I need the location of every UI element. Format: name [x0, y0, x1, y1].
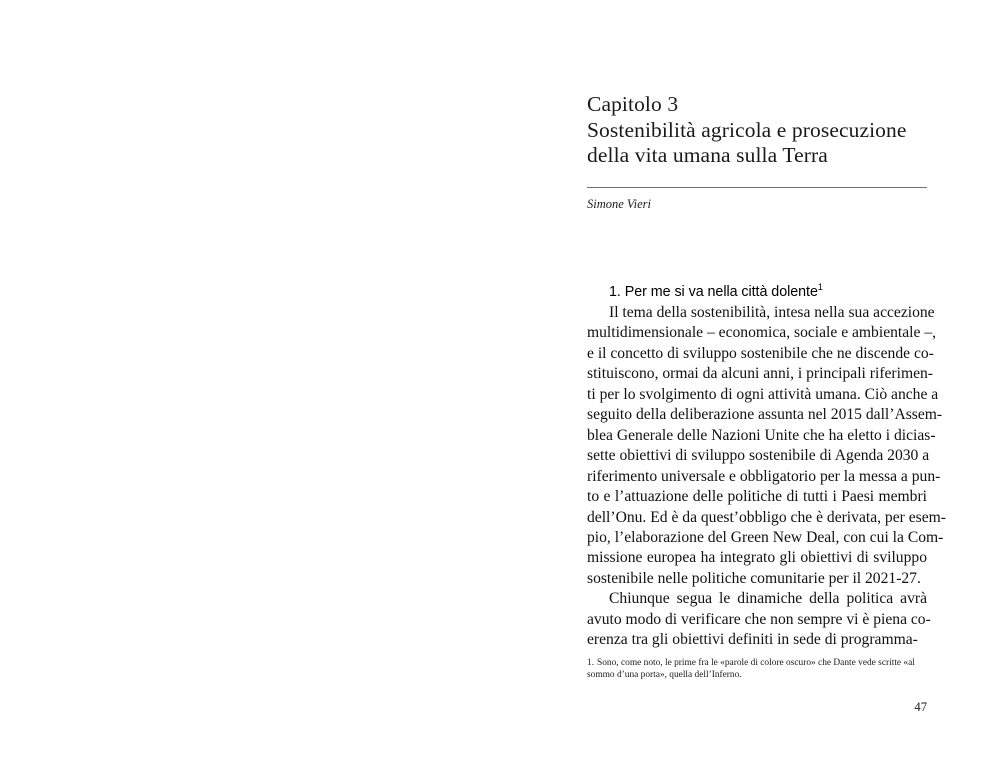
text-line: to e l’attuazione delle politiche di tutti i Paesi membri — [587, 488, 927, 506]
section-heading-text: 1. Per me si va nella città dolente — [609, 284, 818, 300]
text-line: multidimensionale – economica, sociale e ambientale –, — [587, 324, 937, 342]
footnote — [587, 657, 927, 682]
chapter-title-line-2: della vita umana sulla Terra — [587, 143, 828, 167]
author-name: Simone Vieri — [587, 197, 651, 211]
text-block — [587, 0, 946, 768]
section-heading — [587, 283, 927, 301]
paragraph-2 — [587, 589, 931, 650]
text-line: blea Generale delle Nazioni Unite che ha eletto i dicias- — [587, 426, 936, 444]
text-line: e il concetto di sviluppo sostenibile che ne discende co- — [587, 344, 934, 362]
body-text-area — [587, 303, 946, 651]
text-line: stituiscono, ormai da alcuni anni, i principali riferimen- — [587, 365, 933, 383]
text-line: erenza tra gli obiettivi definiti in sede di programma- — [587, 631, 918, 649]
footnote-number: 1. — [587, 658, 595, 668]
text-line: riferimento universale e obbligatorio per la messa a pun- — [587, 467, 941, 485]
footnote-text: Sono, come noto, le prime fra le «parole di colore oscuro» che Dante vede scritte «al sommo d’una porta», quella dell’Inferno. — [587, 658, 915, 681]
text-line: dell’Onu. Ed è da quest’obbligo che è derivata, per esem- — [587, 508, 946, 526]
heading-divider-rule — [587, 187, 927, 188]
recto-page — [500, 0, 1000, 768]
chapter-title-line-1: Sostenibilità agricola e prosecuzione — [587, 117, 907, 142]
text-line: Il tema della sostenibilità, intesa nella sua accezione — [609, 304, 935, 321]
text-line: avuto modo di verificare che non sempre vi è piena co- — [587, 610, 931, 628]
text-line: pio, l’elaborazione del Green New Deal, con cui la Com- — [587, 528, 944, 546]
text-line: sostenibile nelle politiche comunitarie per il 2021-27. — [587, 569, 921, 587]
text-line: Chiunque segua le dinamiche della politica avrà — [609, 590, 927, 608]
text-line: sette obiettivi di sviluppo sostenibile di Agenda 2030 a — [587, 447, 930, 465]
page-number: 47 — [914, 700, 927, 714]
paragraph-1 — [587, 303, 946, 589]
text-line: missione europea ha integrato gli obiettivi di sviluppo — [587, 549, 927, 567]
chapter-label: Capitolo 3 — [587, 92, 679, 116]
text-line: seguito della deliberazione assunta nel 2015 dall’Assem- — [587, 406, 943, 424]
text-line: ti per lo svolgimento di ogni attività umana. Ciò anche a — [587, 385, 939, 403]
footnote-reference-marker[interactable]: 1 — [817, 282, 823, 293]
chapter-heading-group — [587, 92, 927, 169]
